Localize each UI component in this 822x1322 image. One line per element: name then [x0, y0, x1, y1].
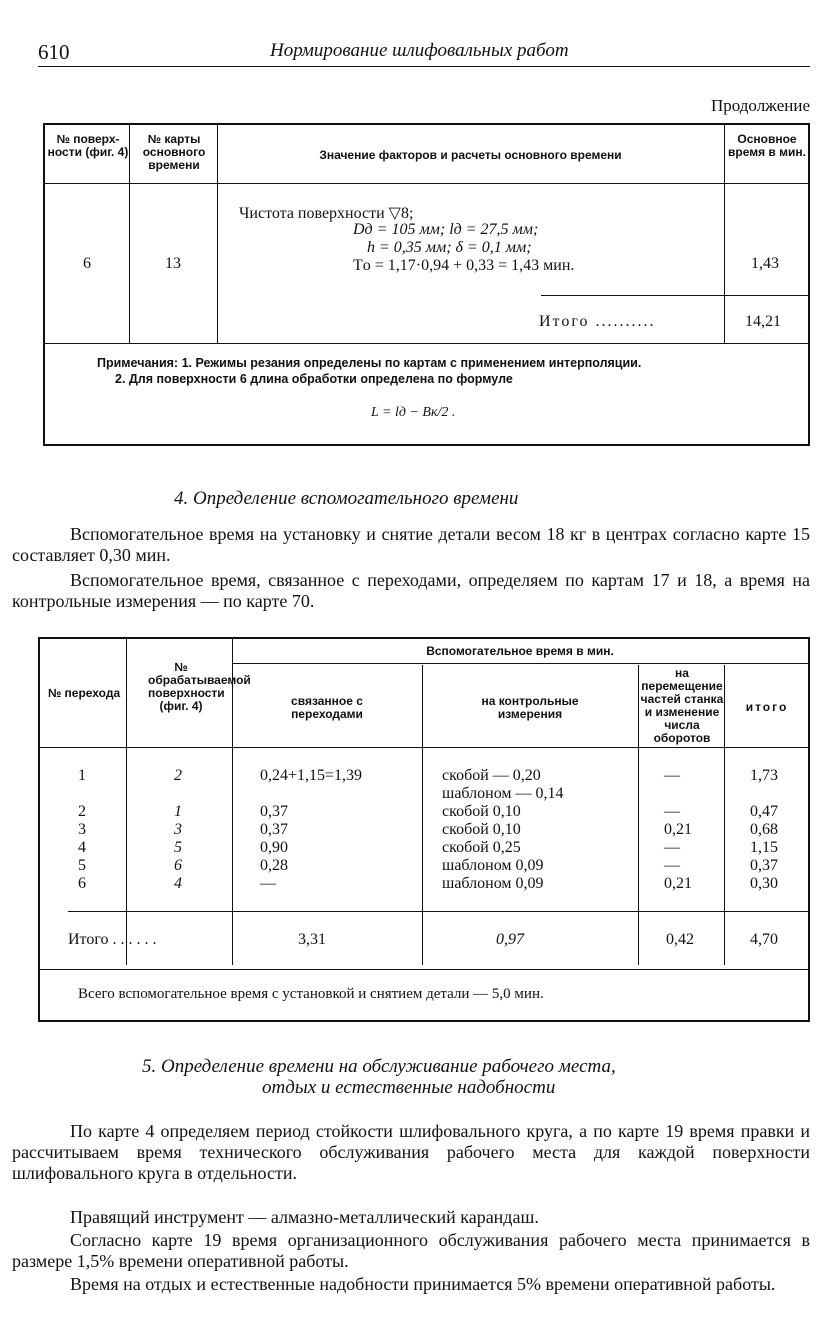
header-transition: № перехода: [47, 686, 121, 700]
row-surface: 6: [83, 255, 91, 272]
cell-surface: 3: [174, 821, 182, 838]
formula: L = lд − Bк/2 .: [371, 405, 456, 420]
cell-surface: 1: [174, 803, 182, 820]
cell-total: 1,15: [750, 839, 778, 856]
total-all: 4,70: [750, 931, 778, 948]
section-5-paragraph-3: Согласно карте 19 время организационного обслуживания рабочего места принимается в размере 1,5% времени оперативной работы.: [12, 1230, 810, 1271]
row-line-1: Чистота поверхности ▽8;: [239, 205, 414, 222]
cell-control: скобой — 0,20: [442, 767, 541, 784]
table-footer: Всего вспомогательное время с установкой и снятием детали — 5,0 мин.: [78, 986, 544, 1002]
divider: [724, 665, 725, 965]
cell-control: скобой 0,10: [442, 803, 521, 820]
note-line-1: Примечания: 1. Режимы резания определены по картам с применением интерполяции.: [97, 356, 642, 370]
divider: [45, 343, 808, 344]
cell-moving: —: [664, 857, 680, 874]
cell-total: 0,68: [750, 821, 778, 838]
cell-surface: 4: [174, 875, 182, 892]
total-value: 14,21: [745, 313, 781, 330]
cell-total: 1,73: [750, 767, 778, 784]
cell-moving: —: [664, 803, 680, 820]
divider: [40, 969, 808, 970]
section-4-title: 4. Определение вспомогательного времени: [174, 488, 519, 509]
divider: [129, 125, 130, 344]
total-control: 0,97: [496, 931, 524, 948]
header-card-no: № карты основного времени: [142, 132, 206, 172]
cell-transition: 3: [78, 821, 86, 838]
cell-surface: 2: [174, 767, 182, 784]
continuation-label: Продолжение: [710, 96, 810, 115]
running-title: Нормирование шлифовальных работ: [270, 40, 569, 61]
page-number: 610: [38, 40, 70, 64]
cell-total: 0,30: [750, 875, 778, 892]
cell-transition: 2: [78, 803, 86, 820]
section-4-paragraph-1: Вспомогательное время на установку и снятие детали весом 18 кг в центрах согласно карте 15 составляет 0,30 мин.: [12, 524, 810, 565]
total-transitions: 3,31: [298, 931, 326, 948]
row-line-3: h = 0,35 мм; δ = 0,1 мм;: [367, 239, 532, 256]
cell-control-extra: шаблоном — 0,14: [442, 785, 564, 802]
cell-surface: 5: [174, 839, 182, 856]
header-moving: на перемещение частей станка и изменение числа оборотов: [640, 666, 724, 745]
cell-control: скобой 0,25: [442, 839, 521, 856]
cell-moving: 0,21: [664, 875, 692, 892]
section-5-paragraph-2: Правящий инструмент — алмазно-металлический карандаш.: [70, 1207, 539, 1227]
divider: [40, 747, 808, 748]
section-5-paragraph-1: По карте 4 определяем период стойкости шлифовального круга, а по карте 19 время правки и рассчитываем время технического обслуживания рабочего места для каждой поверхности шлифовального круга в отдельности.: [12, 1121, 810, 1183]
total-label: Итого . . . . . .: [68, 931, 157, 948]
divider: [68, 911, 808, 912]
section-5-title-2: отдых и естественные надобности: [262, 1077, 556, 1098]
table-auxiliary-time: [38, 637, 810, 1022]
divider: [232, 639, 233, 965]
cell-control: шаблоном 0,09: [442, 875, 544, 892]
cell-transition: 5: [78, 857, 86, 874]
table-basic-time: [43, 123, 810, 446]
divider: [724, 125, 725, 344]
header-rule: [38, 66, 810, 67]
header-transitions-time: связанное с переходами: [291, 694, 363, 721]
cell-transitions-time: 0,90: [260, 839, 288, 856]
cell-transitions-time: 0,24+1,15=1,39: [260, 767, 363, 784]
header-control: на контрольные измерения: [481, 694, 579, 721]
divider: [232, 663, 808, 664]
cell-transitions-time: 0,28: [260, 857, 288, 874]
header-surface: № обрабатываемой поверхности (фиг. 4): [148, 660, 251, 713]
cell-transition: 1: [78, 767, 86, 784]
header-main-time: Основное время в мин.: [728, 132, 806, 159]
divider: [126, 639, 127, 965]
cell-moving: —: [664, 839, 680, 856]
note-line-2: 2. Для поверхности 6 длина обработки определена по формуле: [115, 372, 513, 386]
cell-total: 0,37: [750, 857, 778, 874]
section-5-title-1: 5. Определение времени на обслуживание рабочего места,: [142, 1056, 616, 1077]
cell-control: шаблоном 0,09: [442, 857, 544, 874]
section-4-paragraph-2: Вспомогательное время, связанное с переходами, определяем по картам 17 и 18, а время на контрольные измерения — по карте 70.: [12, 570, 810, 611]
cell-transitions-time: —: [260, 875, 276, 892]
row-card: 13: [165, 255, 181, 272]
cell-transitions-time: 0,37: [260, 821, 288, 838]
cell-transitions-time: 0,37: [260, 803, 288, 820]
header-total: итого: [745, 700, 789, 714]
cell-moving: —: [664, 767, 680, 784]
divider: [422, 665, 423, 965]
cell-moving: 0,21: [664, 821, 692, 838]
cell-control: скобой 0,10: [442, 821, 521, 838]
header-group: Вспомогательное время в мин.: [426, 644, 614, 658]
total-moving: 0,42: [666, 931, 694, 948]
row-line-4: Tо = 1,17·0,94 + 0,33 = 1,43 мин.: [353, 257, 575, 274]
divider: [541, 295, 808, 296]
total-label: Итого ..........: [539, 313, 656, 330]
cell-surface: 6: [174, 857, 182, 874]
cell-total: 0,47: [750, 803, 778, 820]
header-factors: Значение факторов и расчеты основного времени: [319, 148, 622, 162]
row-line-2: Dд = 105 мм; lд = 27,5 мм;: [353, 221, 539, 238]
header-surface-no: № поверх-ности (фиг. 4): [47, 132, 129, 159]
cell-transition: 4: [78, 839, 86, 856]
divider: [45, 183, 808, 184]
row-time: 1,43: [751, 255, 779, 272]
cell-transition: 6: [78, 875, 86, 892]
section-5-paragraph-4: Время на отдых и естественные надобности принимается 5% времени оперативной работы.: [70, 1274, 776, 1294]
divider: [638, 665, 639, 965]
